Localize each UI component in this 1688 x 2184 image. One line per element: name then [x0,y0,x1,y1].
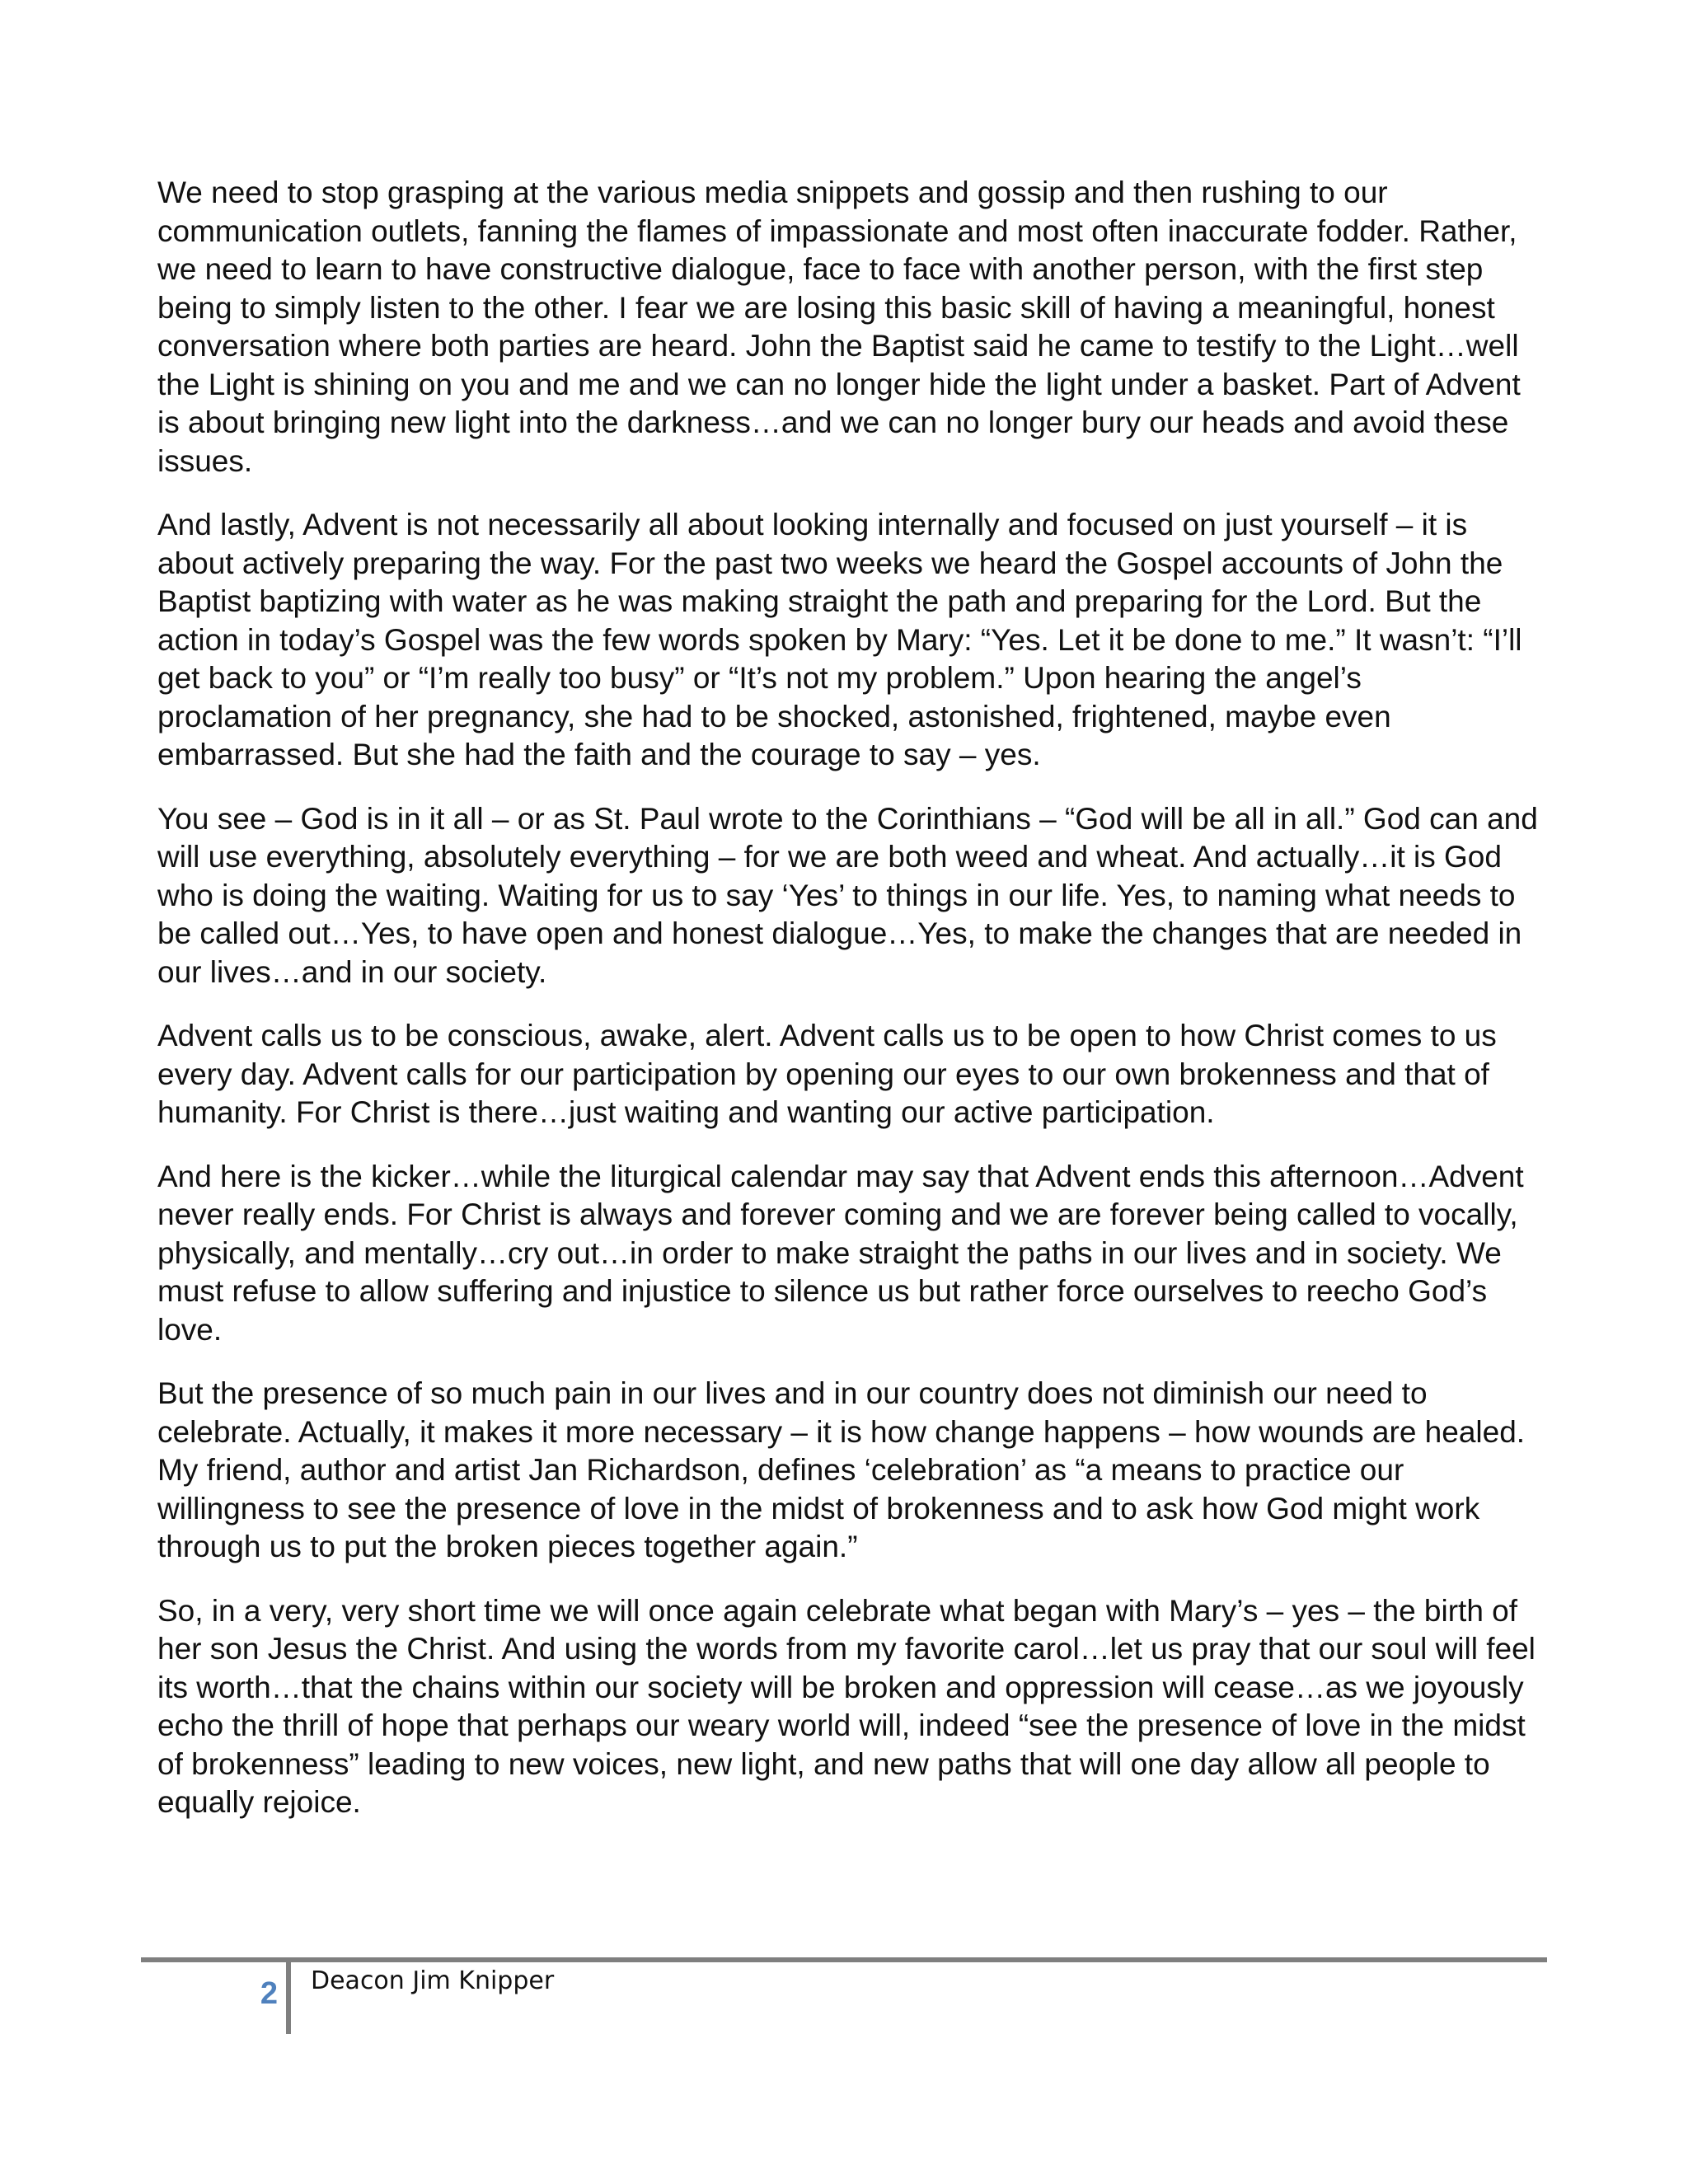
paragraph-7: So, in a very, very short time we will once again celebrate what began with Mary’s – yes – the birth of her son Jesus the Christ. And using the words from my favorite carol…let us pray that our soul will feel its worth…that the chains within our society will be broken and oppression will cease…as we joyously echo the thrill of hope that perhaps our weary world will, indeed “see the presence of love in the midst of brokenness” leading to new voices, new light, and new paths that will one day allow all people to equally rejoice. [157,1593,1536,1819]
footer-author: Deacon Jim Knipper [311,1966,555,1995]
document-body [157,174,1542,1848]
footer-rule [141,1957,1547,1962]
paragraph-4: Advent calls us to be conscious, awake, alert. Advent calls us to be open to how Christ comes to us every day. Advent calls for our participation by opening our eyes to our own brokenness and that of humanity. For Christ is there…just waiting and wanting our active participation. [157,1019,1497,1129]
page-number: 2 [260,1976,278,2011]
paragraph-3: You see – God is in it all – or as St. Paul wrote to the Corinthians – “God will be all in all.” God can and will use everything, absolutely everything – for we are both weed and wheat. And actually…it is God who is doing the waiting. Waiting for us to say ‘Yes’ to things in our life. Yes, to naming what needs to be called out…Yes, to have open and honest dialogue…Yes, to make the changes that are needed in our lives…and in our society. [157,801,1538,989]
paragraph-6: But the presence of so much pain in our lives and in our country does not diminish our need to celebrate. Actually, it makes it more necessary – it is how change happens – how wounds are healed. My friend, author and artist Jan Richardson, defines ‘celebration’ as “a means to practice our willingness to see the presence of love in the midst of brokenness and to ask how God might work through us to put the broken pieces together again.” [157,1376,1526,1563]
paragraph-2: And lastly, Advent is not necessarily all about looking internally and focused on just yourself – it is about actively preparing the way. For the past two weeks we heard the Gospel accounts of John the Baptist baptizing with water as he was making straight the path and preparing for the Lord. But the action in today’s Gospel was the few words spoken by Mary: “Yes. Let it be done to me.” It wasn’t: “I’ll get back to you” or “I’m really too busy” or “It’s not my problem.” Upon hearing the angel’s proclamation of her pregnancy, she had to be shocked, astonished, frightened, maybe even embarrassed. But she had the faith and the courage to say – yes. [157,508,1522,771]
paragraph-5: And here is the kicker…while the liturgical calendar may say that Advent ends this afternoon…Advent never really ends. For Christ is always and forever coming and we are forever being called to vocally, physically, and mentally…cry out…in order to make straight the paths in our lives and in society. We must refuse to allow suffering and injustice to silence us but rather force ourselves to reecho God’s love. [157,1159,1524,1347]
footer-divider [286,1960,291,2034]
paragraph-1: We need to stop grasping at the various media snippets and gossip and then rushing to our communication outlets, fanning the flames of impassionate and most often inaccurate fodder. Rather, we need to learn to have constructive dialogue, face to face with another person, with the first step being to simply listen to the other. I fear we are losing this basic skill of having a meaningful, honest conversation where both parties are heard. John the Baptist said he came to testify to the Light…well the Light is shining on you and me and we can no longer hide the light under a basket. Part of Advent is about bringing new light into the darkness…and we can no longer bury our heads and avoid these issues. [157,176,1521,478]
